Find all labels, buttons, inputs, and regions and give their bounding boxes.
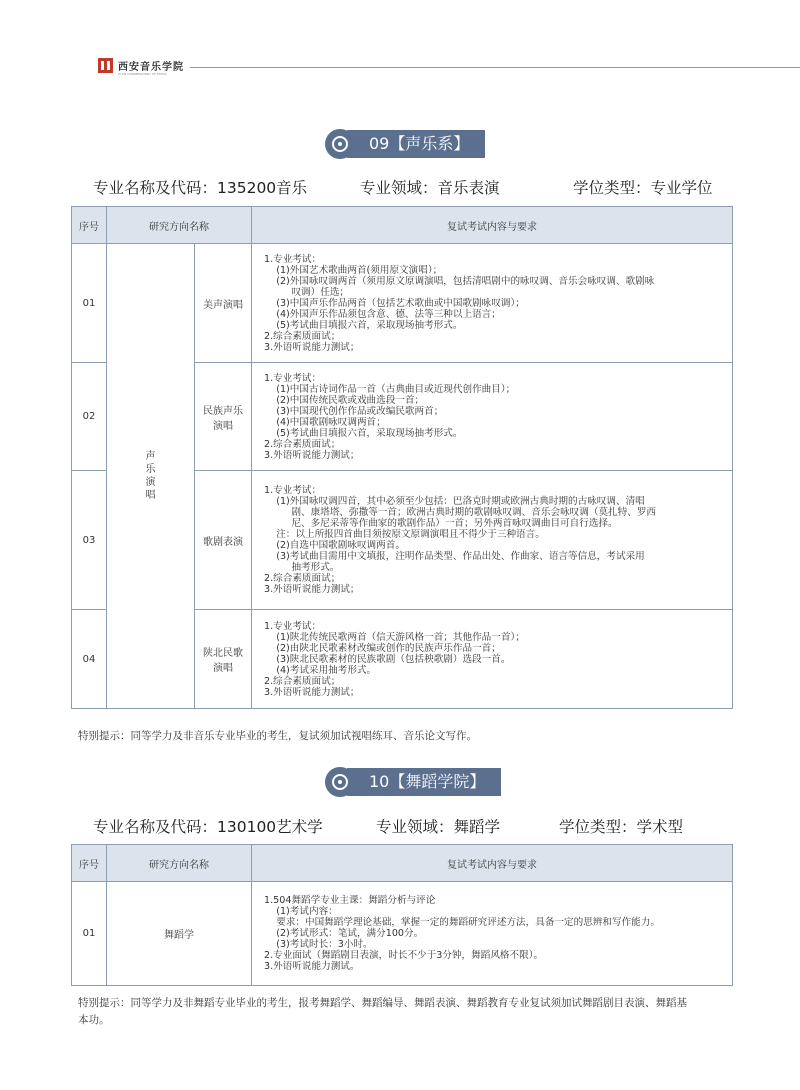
req-line: (3)陕北民歌素材的民族歌剧（包括秧歌剧）选段一首。 xyxy=(264,653,511,665)
requirements-cell xyxy=(252,471,733,610)
school-logo xyxy=(98,58,184,76)
table-row xyxy=(72,882,733,986)
req-line: 尼、多尼采蒂等作曲家的歌剧作品）一首；另外两首咏叹调曲目可自行选择。 xyxy=(264,518,618,529)
direction-name: 民族声乐演唱 xyxy=(195,363,252,471)
degree-label: 学位类型：专业学位 xyxy=(573,179,713,197)
logo-text: 西安音乐学院 xyxy=(118,62,184,73)
req-line: 叹调）任选； xyxy=(264,286,350,298)
req-line: (4)中国歌剧咏叹调两首； xyxy=(264,416,386,428)
req-line: (4)考试采用抽考形式。 xyxy=(264,664,377,676)
req-line: (1)考试内容： xyxy=(264,906,338,917)
req-line: 3.外语听说能力测试。 xyxy=(264,961,360,972)
special-tip xyxy=(78,995,738,1029)
header-requirements: 复试考试内容与要求 xyxy=(252,207,733,244)
section-title: 09【声乐系】 xyxy=(347,130,485,158)
header-no: 序号 xyxy=(72,207,107,244)
req-line: 1.专业考试： xyxy=(264,485,322,496)
row-no: 04 xyxy=(72,610,107,709)
req-line: 剧、康塔塔、弥撒等一首；欧洲古典时期的歌剧咏叹调、音乐会咏叹调（莫扎特、罗西 xyxy=(264,507,657,518)
req-line: 要求：中国舞蹈学理论基础，掌握一定的舞蹈研究评述方法，具备一定的思辨和写作能力。 xyxy=(264,917,660,928)
major-label: 专业名称及代码：135200音乐 xyxy=(93,179,308,197)
req-line: (3)中国声乐作品两首（包括艺术歌曲或中国歌剧咏叹调）； xyxy=(264,297,525,309)
req-line: (2)中国传统民歌或戏曲选段一首； xyxy=(264,394,425,406)
direction-name: 歌剧表演 xyxy=(195,471,252,610)
req-line: 3.外语听说能力测试； xyxy=(264,341,360,353)
row-no: 01 xyxy=(72,882,107,986)
req-line: (1)陕北传统民歌两首（信天游风格一首；其他作品一首）； xyxy=(264,631,525,643)
req-line: (2)自选中国歌剧咏叹调两首。 xyxy=(264,540,405,551)
req-line: (1)中国古诗词作品一首（古典曲目或近现代创作曲目）； xyxy=(264,383,516,395)
logo-emblem-icon xyxy=(98,58,113,73)
major-label: 专业名称及代码：130100艺术学 xyxy=(93,818,323,836)
requirements-cell xyxy=(252,363,733,471)
req-line: 2.综合素质面试； xyxy=(264,330,341,342)
tip-line: 本功。 xyxy=(78,1014,110,1026)
row-no: 03 xyxy=(72,471,107,610)
table-header-row xyxy=(72,845,733,882)
direction-name: 舞蹈学 xyxy=(107,882,252,986)
section-meta xyxy=(93,176,733,200)
req-line: (1)外国艺术歌曲两首(须用原文演唱）； xyxy=(264,264,443,276)
req-line: 3.外语听说能力测试； xyxy=(264,584,360,595)
table-row xyxy=(72,244,733,363)
group-name: 声乐演唱 xyxy=(145,451,156,501)
req-line: 2.专业面试（舞蹈剧目表演，时长不少于3分钟，舞蹈风格不限）。 xyxy=(264,950,544,961)
requirements-cell xyxy=(252,244,733,363)
req-line: (2)外国咏叹调两首（须用原文原调演唱，包括清唱剧中的咏叹调、音乐会咏叹调、歌剧咏 xyxy=(264,275,655,287)
req-line: 抽考形式。 xyxy=(264,562,340,573)
header-requirements: 复试考试内容与要求 xyxy=(252,845,733,882)
req-line: 1.专业考试： xyxy=(264,620,322,632)
group-cell xyxy=(107,244,195,709)
header-direction: 研究方向名称 xyxy=(107,207,252,244)
field-label: 专业领域：舞蹈学 xyxy=(376,818,501,836)
req-line: 1.专业考试： xyxy=(264,253,322,265)
requirements-table-dance xyxy=(71,844,733,986)
tip-line: 特别提示：同等学力及非舞蹈专业毕业的考生，报考舞蹈学、舞蹈编导、舞蹈表演、舞蹈教育专业复试须加试舞蹈剧目表演、舞蹈基 xyxy=(78,997,687,1009)
requirements-cell xyxy=(252,882,733,986)
direction-name: 陕北民歌演唱 xyxy=(195,610,252,709)
field-label: 专业领域：音乐表演 xyxy=(360,179,500,197)
req-line: 1.专业考试： xyxy=(264,372,322,384)
section-banner-vocal xyxy=(325,129,485,159)
req-line: 2.综合素质面试； xyxy=(264,675,341,687)
disc-icon xyxy=(325,129,355,159)
req-line: 1.504舞蹈学专业主课：舞蹈分析与评论 xyxy=(264,895,436,906)
req-line: 3.外语听说能力测试； xyxy=(264,449,360,461)
req-line: 2.综合素质面试； xyxy=(264,573,341,584)
req-line: (5)考试曲目填报六首，采取现场抽考形式。 xyxy=(264,319,463,331)
req-line: (3)中国现代创作作品或改编民歌两首； xyxy=(264,405,444,417)
row-no: 01 xyxy=(72,244,107,363)
header-direction: 研究方向名称 xyxy=(107,845,252,882)
req-line: 2.综合素质面试； xyxy=(264,438,341,450)
section-meta xyxy=(93,815,733,839)
row-no: 02 xyxy=(72,363,107,471)
logo-subtext: XI'AN CONSERVATORY OF MUSIC xyxy=(118,72,167,76)
req-line: (3)考试曲目需用中文填报，注明作品类型、作品出处、作曲家、语言等信息，考试采用 xyxy=(264,551,645,562)
req-line: (4)外国声乐作品须包含意、德、法等三种以上语言； xyxy=(264,308,501,320)
req-line: (3)考试时长：3小时。 xyxy=(264,939,373,950)
req-line: 3.外语听说能力测试； xyxy=(264,686,360,698)
header-divider xyxy=(190,67,800,68)
req-line: (2)考试形式：笔试，满分100分。 xyxy=(264,928,424,939)
special-tip: 特别提示：同等学力及非音乐专业毕业的考生，复试须加试视唱练耳、音乐论文写作。 xyxy=(78,730,477,742)
req-line: 注：以上所报四首曲目须按原文原调演唱且不得少于三种语言。 xyxy=(264,529,545,540)
table-header-row xyxy=(72,207,733,244)
section-title: 10【舞蹈学院】 xyxy=(347,768,501,796)
header-no: 序号 xyxy=(72,845,107,882)
requirements-cell xyxy=(252,610,733,709)
degree-label: 学位类型：学术型 xyxy=(559,818,684,836)
section-banner-dance xyxy=(325,767,501,797)
req-line: (5)考试曲目填报六首，采取现场抽考形式。 xyxy=(264,427,463,439)
direction-name: 美声演唱 xyxy=(195,244,252,363)
req-line: (2)由陕北民歌素材改编或创作的民族声乐作品一首； xyxy=(264,642,501,654)
req-line: (1)外国咏叹调四首，其中必须至少包括：巴洛克时期或欧洲古典时期的古咏叹调、清唱 xyxy=(264,496,645,507)
requirements-table-vocal xyxy=(71,206,733,709)
disc-icon xyxy=(325,767,355,797)
